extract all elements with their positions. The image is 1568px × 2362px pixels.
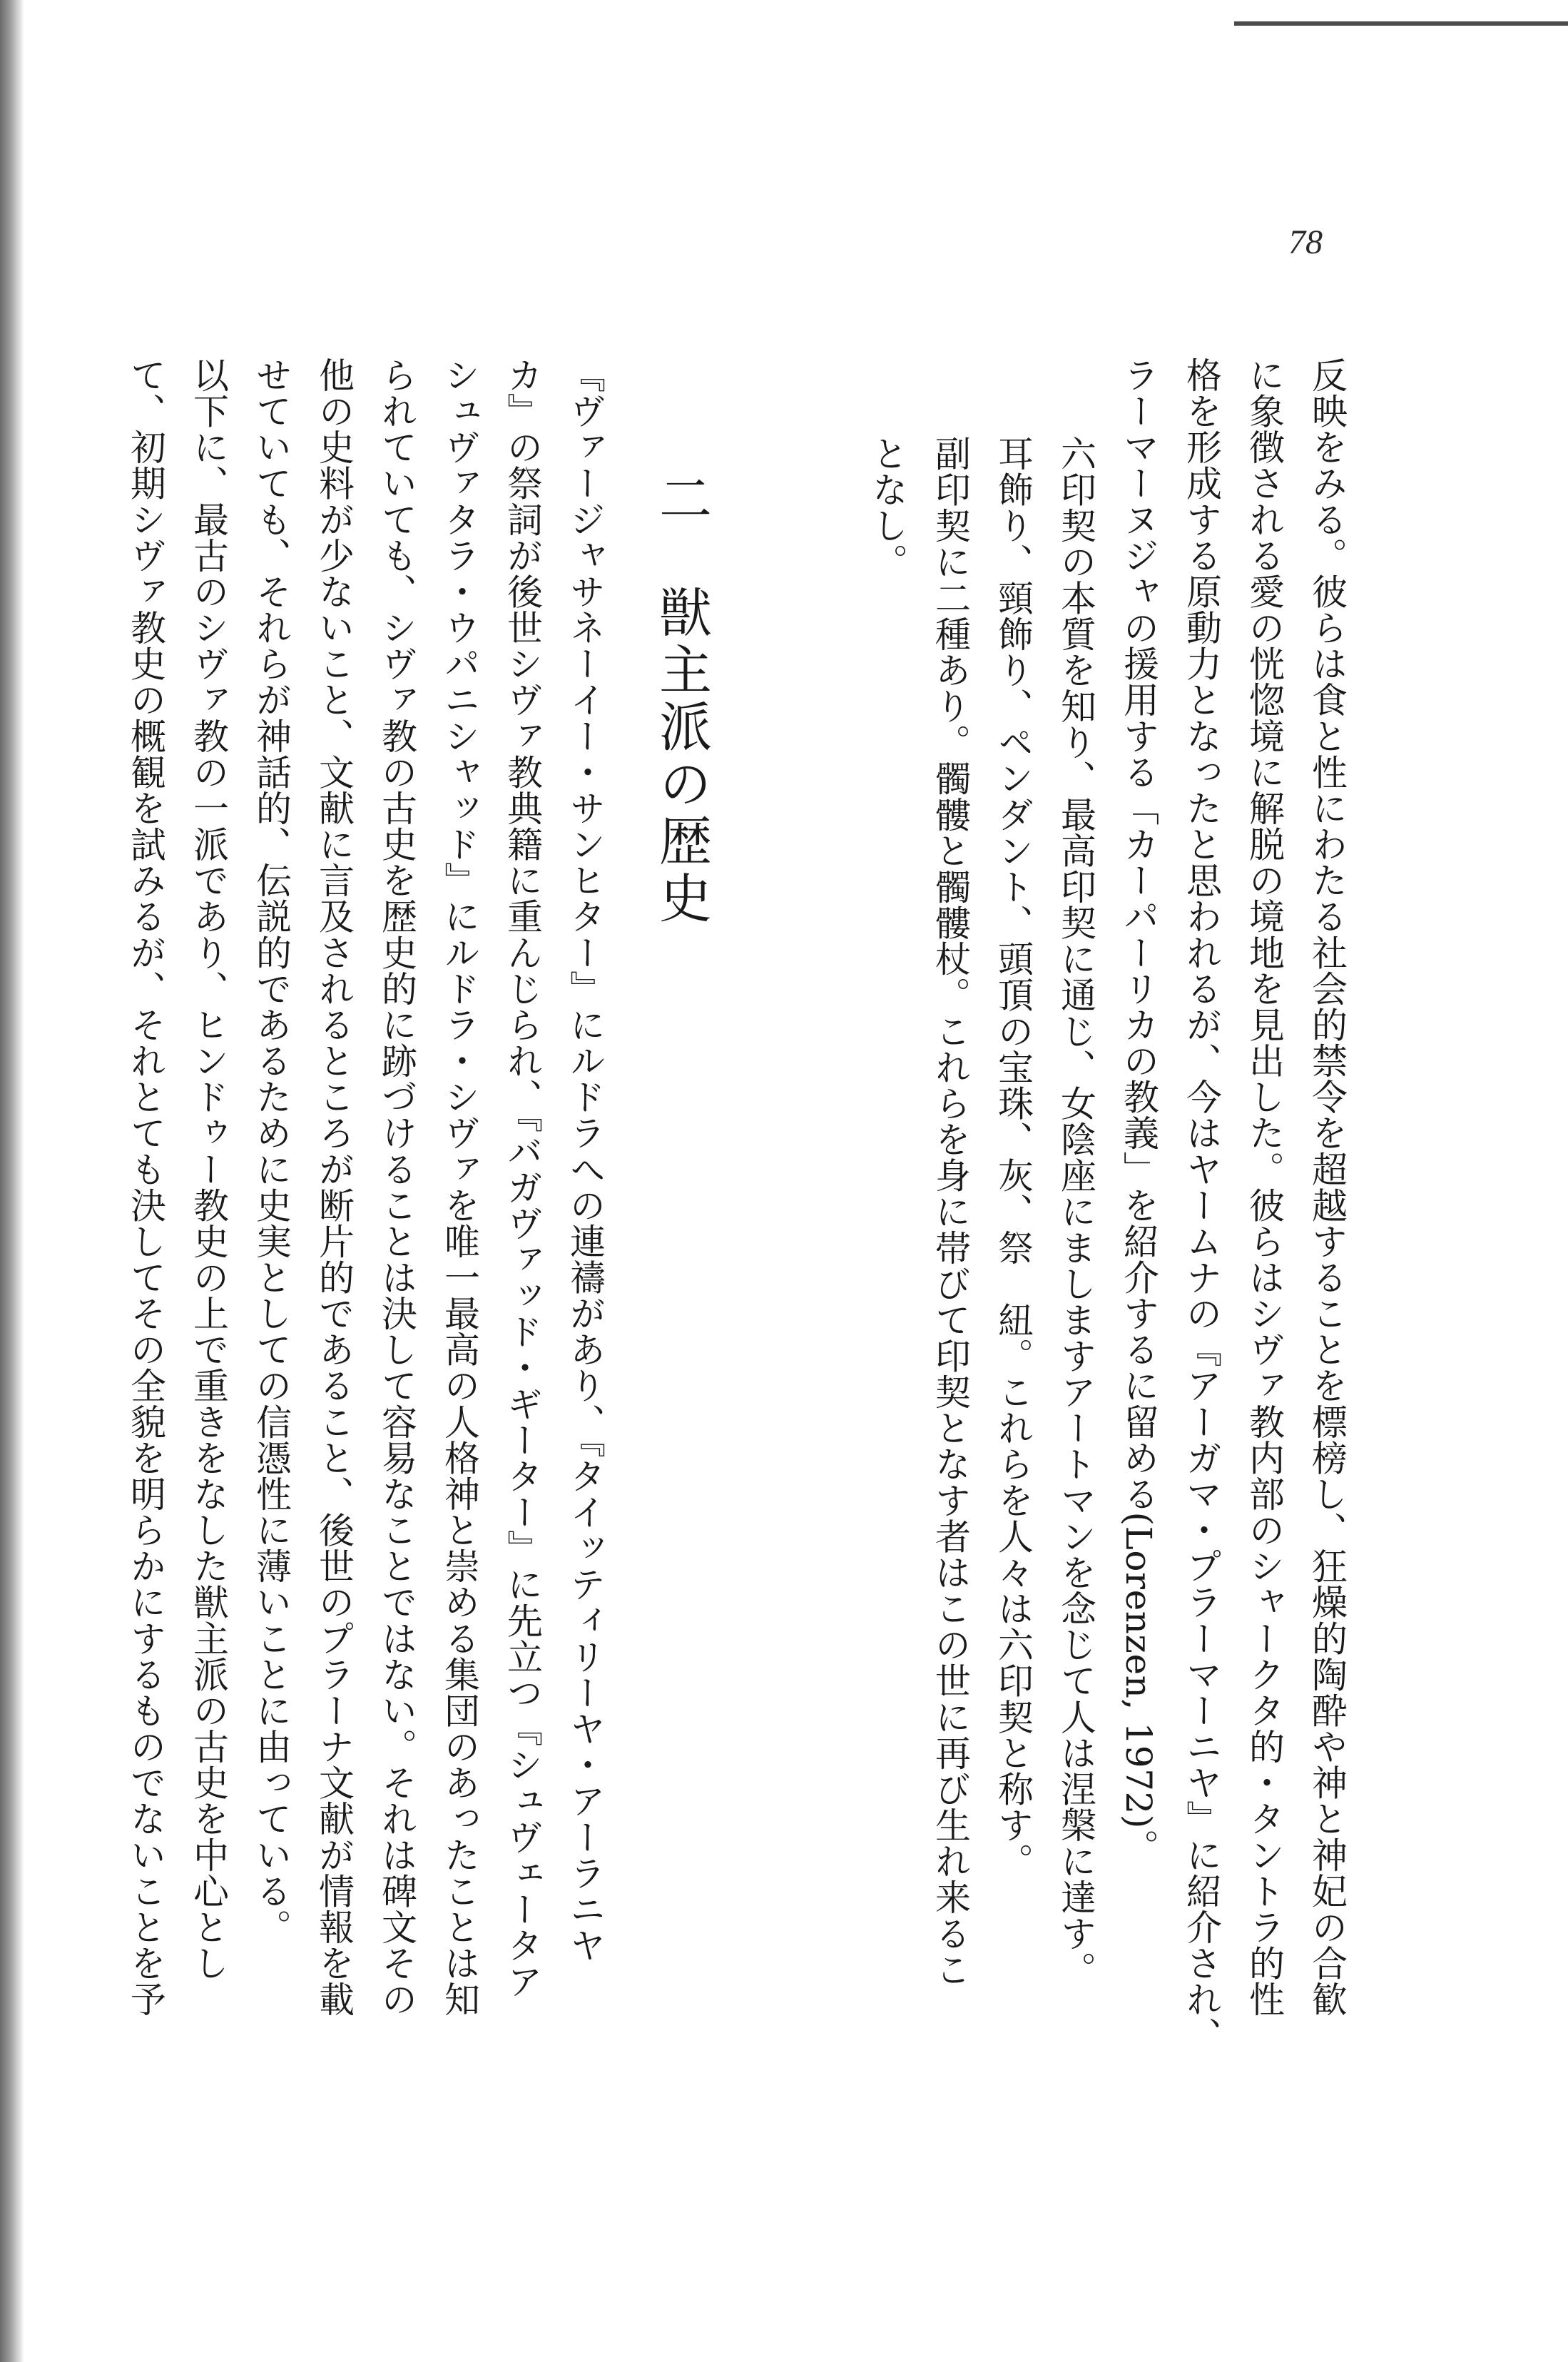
page-number: 78 — [1288, 223, 1323, 261]
text-column: せていても、それらが神話的、伝説的であるために史実としての信憑性に薄いことに由っている。 — [250, 357, 292, 1945]
text-column: となし。 — [867, 435, 908, 580]
text-column: 『ヴァージャサネーイー・サンヒター』にルドラへの連禱があり、『タイッティリーヤ・アーラニヤ — [564, 357, 606, 1964]
vertical-text-area — [107, 357, 1348, 2084]
text-column: られていても、シヴァ教の古史を歴史的に跡づけることは決して容易なことではない。それは碑文その — [376, 357, 417, 2017]
text-column: 他の史料が少ないこと、文献に言及されるところが断片的であること、後世のプラーナ文献が情報を載 — [313, 357, 355, 2017]
top-rule — [1234, 21, 1568, 26]
page-edge-shadow — [0, 0, 24, 2362]
text-column: 格を形成する原動力となったと思われるが、今はヤームナの『アーガマ・プラーマーニヤ』に紹介され、 — [1181, 357, 1222, 2054]
text-column: 副印契に二種あり。髑髏と髑髏杖。これらを身に帯びて印契となす者はこの世に再び生れ来るこ — [930, 435, 971, 1987]
text-column: ラーマーヌジャの援用する「カーパーリカの教義」を紹介するに留める(Lorenzen, 1972)。 — [1118, 357, 1159, 1865]
text-column: 耳飾り、頸飾り、ペンダント、頭頂の宝珠、灰、祭 紐。これらを人々は六印契と称す。 — [992, 435, 1034, 1880]
text-column: カ』の祭詞が後世シヴァ教典籍に重んじられ、『バガヴァッド・ギーター』に先立つ『シュヴェータア — [502, 357, 543, 1999]
text-column: に象徴される愛の恍惚境に解脱の境地を見出した。彼らはシヴァ教内部のシャークタ的・タントラ的性 — [1243, 357, 1285, 2017]
text-column: シュヴァタラ・ウパニシャッド』にルドラ・シヴァを唯一最高の人格神と崇める集団のあったことは知 — [439, 357, 480, 2017]
text-column: て、初期シヴァ教史の概観を試みるが、それとても決してその全貌を明らかにするものでないことを予 — [125, 357, 166, 2017]
text-column: 以下に、最古のシヴァ教の一派であり、ヒンドゥー教史の上で重きをなした獣主派の古史を中心とし — [188, 357, 229, 1982]
section-heading: 二 獣主派の歴史 — [651, 471, 712, 928]
text-column: 反映をみる。彼らは食と性にわたる社会的禁令を超越することを標榜し、狂燥的陶酔や神と神妃の合歓 — [1306, 357, 1348, 2017]
text-column: 六印契の本質を知り、最高印契に通じ、女陰座にましますアートマンを念じて人は涅槃に達す。 — [1055, 435, 1096, 1987]
